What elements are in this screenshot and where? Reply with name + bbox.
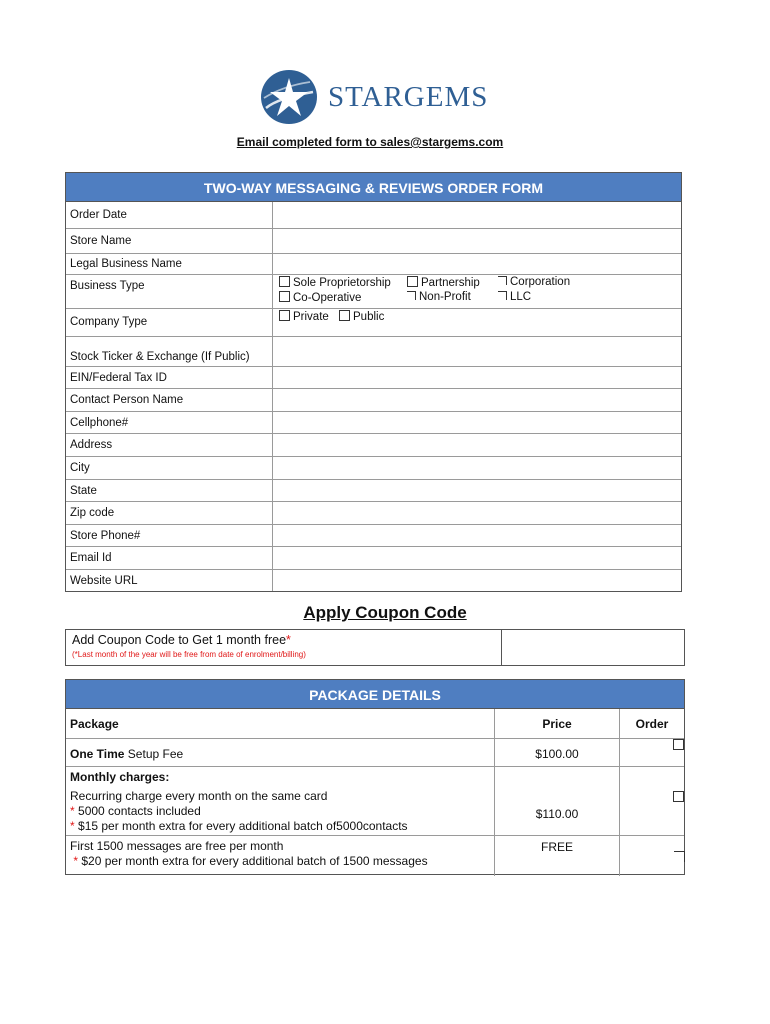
header-order: Order — [635, 717, 669, 731]
checkbox-icon[interactable] — [498, 276, 507, 285]
row-ein — [66, 367, 681, 389]
coupon-offer-text: Add Coupon Code to Get 1 month free* — [72, 633, 291, 647]
monthly-charges-row — [66, 767, 684, 836]
messages-description: First 1500 messages are free per month * $20 per month extra for every additional batch of 1500 messages — [66, 836, 495, 876]
coupon-description — [66, 630, 502, 665]
row-stock-ticker — [66, 337, 681, 367]
row-company-type — [66, 309, 681, 337]
setup-fee-row — [66, 739, 684, 767]
label-legal-business-name: Legal Business Name — [66, 254, 273, 274]
input-contact-person[interactable] — [273, 389, 681, 411]
label-store-name: Store Name — [66, 229, 273, 253]
monthly-charges-description: Monthly charges: Recurring charge every month on the same card * 5000 contacts included * $15 per month extra for every additional batch of5000contacts — [66, 767, 495, 835]
option-llc[interactable]: LLC — [498, 291, 531, 303]
setup-fee-order-cell — [620, 739, 684, 766]
input-store-name[interactable] — [273, 229, 681, 253]
input-state[interactable] — [273, 480, 681, 501]
label-city: City — [66, 457, 273, 479]
package-details-table — [65, 679, 685, 875]
row-zip — [66, 502, 681, 525]
label-company-type: Company Type — [66, 309, 273, 336]
input-email-id[interactable] — [273, 547, 681, 569]
checkbox-icon[interactable] — [407, 276, 418, 287]
option-co-operative[interactable]: Co-Operative — [279, 291, 361, 304]
checkbox-icon[interactable] — [279, 291, 290, 302]
business-type-options — [273, 275, 681, 308]
label-store-phone: Store Phone# — [66, 525, 273, 546]
coupon-box — [65, 629, 685, 666]
option-corporation[interactable]: Corporation — [498, 276, 570, 288]
label-stock-ticker: Stock Ticker & Exchange (If Public) — [66, 337, 273, 366]
form-title: TWO-WAY MESSAGING & REVIEWS ORDER FORM — [66, 173, 681, 202]
input-city[interactable] — [273, 457, 681, 479]
setup-fee-label: One Time Setup Fee — [66, 739, 495, 766]
checkbox-icon[interactable] — [498, 291, 507, 300]
checkbox-icon[interactable] — [279, 276, 290, 287]
row-legal-business-name — [66, 254, 681, 275]
coupon-note: (*Last month of the year will be free from date of enrolment/billing) — [72, 650, 306, 659]
package-header-row — [66, 709, 684, 739]
option-sole-proprietorship[interactable]: Sole Proprietorship — [279, 276, 391, 289]
option-private[interactable]: Private — [279, 310, 329, 323]
order-checkbox-messages[interactable] — [674, 851, 685, 862]
label-email-id: Email Id — [66, 547, 273, 569]
messages-order-cell — [620, 836, 684, 876]
row-order-date — [66, 202, 681, 229]
row-city — [66, 457, 681, 480]
row-cellphone — [66, 412, 681, 434]
stargems-logo — [258, 68, 498, 126]
input-store-phone[interactable] — [273, 525, 681, 546]
input-cellphone[interactable] — [273, 412, 681, 433]
label-order-date: Order Date — [66, 202, 273, 228]
row-website — [66, 570, 681, 591]
label-business-type: Business Type — [66, 275, 273, 308]
package-title: PACKAGE DETAILS — [66, 680, 684, 709]
label-ein: EIN/Federal Tax ID — [66, 367, 273, 388]
star-globe-icon — [258, 68, 320, 126]
row-store-name — [66, 229, 681, 254]
label-cellphone: Cellphone# — [66, 412, 273, 433]
logo-text: STARGEMS — [328, 81, 489, 113]
row-business-type — [66, 275, 681, 309]
row-email-id — [66, 547, 681, 570]
email-instruction[interactable]: Email completed form to sales@stargems.com — [236, 135, 504, 149]
label-address: Address — [66, 434, 273, 456]
header-price: Price — [495, 709, 620, 738]
coupon-code-input[interactable] — [502, 630, 684, 665]
input-stock-ticker[interactable] — [273, 337, 681, 366]
label-contact-person: Contact Person Name — [66, 389, 273, 411]
option-public[interactable]: Public — [339, 310, 384, 323]
option-partnership[interactable]: Partnership — [407, 276, 480, 289]
setup-fee-price: $100.00 — [495, 739, 620, 766]
option-non-profit[interactable]: Non-Profit — [407, 291, 471, 303]
monthly-order-cell — [620, 767, 684, 835]
label-zip: Zip code — [66, 502, 273, 524]
input-website[interactable] — [273, 570, 681, 591]
input-address[interactable] — [273, 434, 681, 456]
label-state: State — [66, 480, 273, 501]
messages-price: FREE — [495, 836, 620, 876]
row-state — [66, 480, 681, 502]
coupon-title: Apply Coupon Code — [303, 603, 467, 622]
checkbox-icon[interactable] — [339, 310, 350, 321]
label-website: Website URL — [66, 570, 273, 591]
checkbox-icon[interactable] — [279, 310, 290, 321]
order-checkbox-monthly[interactable] — [673, 791, 684, 802]
input-ein[interactable] — [273, 367, 681, 388]
row-address — [66, 434, 681, 457]
order-form-table — [65, 172, 682, 592]
order-checkbox-setup[interactable] — [673, 739, 684, 750]
row-contact-person — [66, 389, 681, 412]
header-package: Package — [66, 709, 495, 738]
input-zip[interactable] — [273, 502, 681, 524]
monthly-charges-price: $110.00 — [495, 767, 620, 835]
input-legal-business-name[interactable] — [273, 254, 681, 274]
checkbox-icon[interactable] — [407, 291, 416, 300]
input-order-date[interactable] — [273, 202, 681, 228]
company-type-options — [273, 309, 681, 336]
messages-row — [66, 836, 684, 876]
row-store-phone — [66, 525, 681, 547]
